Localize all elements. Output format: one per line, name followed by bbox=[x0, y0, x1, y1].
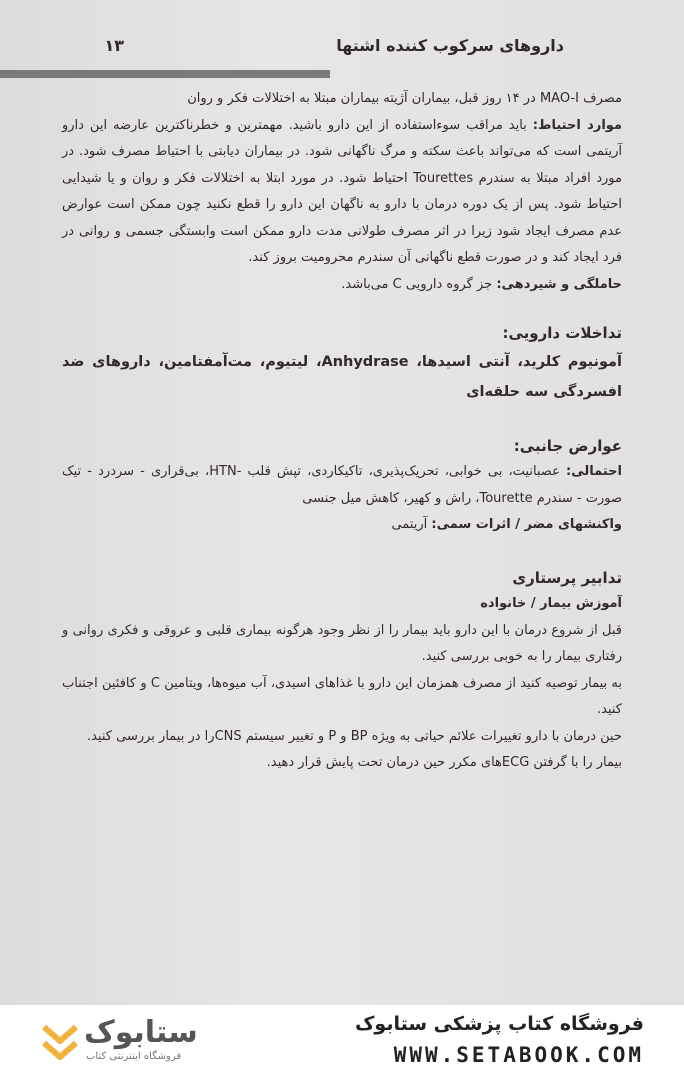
pregnancy-label: حاملگی و شیردهی: bbox=[496, 276, 622, 292]
running-header bbox=[0, 36, 684, 60]
store-url: WWW.SETABOOK.COM bbox=[393, 1043, 644, 1067]
page-body bbox=[62, 86, 622, 777]
precautions-label: موارد احتیاط: bbox=[532, 117, 622, 133]
education-item-3: حین درمان با دارو تغییرات علائم حیاتی به ویژه BP و P و تغییر سیستم CNSرا در بیمار بررسی کنید. bbox=[86, 728, 622, 744]
interactions-text: آمونیوم کلرید، آنتی اسیدها، Anhydrase، لیتیوم، مت‌آمفتامین، داروهای ضد افسردگی سه حلقه‌ای bbox=[62, 353, 623, 400]
toxic-label: واکنشهای مضر / اثرات سمی: bbox=[431, 517, 622, 532]
possible-text: عصبانیت، بی خوابی، تحریک‌پذیری، تاکیکاردی، تپش قلب -HTN، بی‌قراری - سردرد - تیک صورت - سندرم Tourette، راش و کهیر، کاهش میل جنسی bbox=[62, 464, 622, 506]
toxic-paragraph bbox=[62, 512, 622, 539]
logo-subtitle: فروشگاه اینترنتی کتاب bbox=[86, 1051, 182, 1062]
interactions-heading: تداخلات دارویی: bbox=[502, 324, 622, 342]
store-logo bbox=[40, 1015, 270, 1071]
header-title: داروهای سرکوب کننده اشتها bbox=[336, 36, 564, 55]
precautions-paragraph bbox=[62, 113, 622, 272]
pregnancy-text: جز گروه دارویی C می‌باشد. bbox=[341, 276, 493, 292]
education-item-1: قبل از شروع درمان با این دارو باید بیمار را از نظر وجود هرگونه بیماری قلبی و عروقی و فکری روانی و رفتاری بیمار را به خوبی بررسی کنید. bbox=[62, 622, 622, 664]
store-name: فروشگاه کتاب پزشکی ستابوک bbox=[354, 1013, 644, 1035]
possible-label: احتمالی: bbox=[566, 464, 622, 479]
education-heading: آموزش بیمار / خانواده bbox=[480, 596, 622, 611]
side-effects-heading: عوارض جانبی: bbox=[513, 436, 622, 455]
toxic-text: آریتمی bbox=[391, 517, 428, 532]
store-footer bbox=[0, 1005, 684, 1080]
precautions-text: باید مراقب سوءاستفاده از این دارو باشید. مهمترین و خطرناکترین عارضه این دارو آریتمی است که می‌تواند باعث سکته و مرگ ناگهانی شود. در بیماران دیابتی با احتیاط مصرف شود. در مورد افراد مبتلا به سندرم Tourettes احتیاط شود. در مورد ابتلا به اختلالات فکر و روان و یا شیدایی احتیاط شود. پس از یک دوره درمان با دارو به ناگهان این دارو را قطع نکنید چون ممکن است عوارض عدم مصرف ایجاد شود زیرا در اثر مصرف طولانی مدت دارو ممکن است وابستگی جسمی و روانی در فرد ایجاد کند و در صورت قطع ناگهانی آن سندرم محرومیت بروز کند. bbox=[62, 117, 622, 265]
education-item-4: بیمار را با گرفتن ECGهای مکرر حین درمان تحت پایش قرار دهید. bbox=[266, 755, 622, 770]
possible-paragraph bbox=[62, 459, 622, 512]
page-number: ۱۳ bbox=[104, 36, 124, 55]
header-rule bbox=[0, 70, 330, 78]
education-item-2: به بیمار توصیه کنید از مصرف همزمان این دارو با غذاهای اسیدی، آب میوه‌ها، ویتامین C و کافئین اجتناب کنید. bbox=[62, 675, 622, 717]
pregnancy-paragraph bbox=[62, 272, 622, 299]
nursing-heading: تدابیر پرستاری bbox=[512, 568, 622, 587]
logo-text: ستابوک bbox=[84, 1015, 198, 1050]
logo-mark-icon bbox=[40, 1019, 80, 1069]
contraindication-text: مصرف MAO-I در ۱۴ روز قبل، بیماران آژیته بیماران مبتلا به اختلالات فکر و روان bbox=[187, 91, 622, 106]
